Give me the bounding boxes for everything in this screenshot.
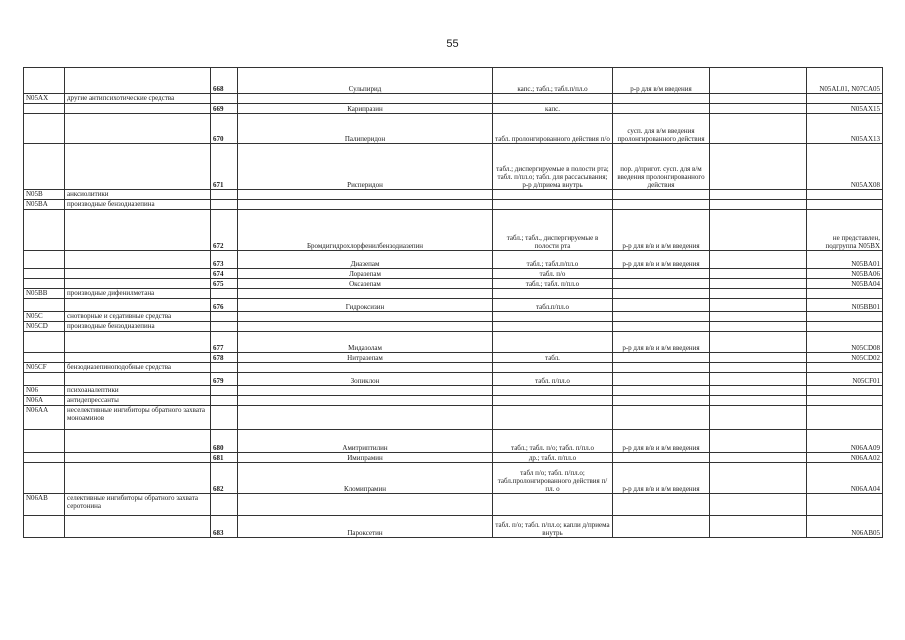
injection-form [613,322,710,332]
atc-code [807,322,883,332]
row-number [211,396,238,406]
dosage-form: табл. [493,353,613,363]
empty-cell [710,269,807,279]
table-row [24,279,883,289]
drug-name: Бромдигидрохлорфенилбензодиазепин [238,210,493,251]
group-name [65,104,211,114]
table-row [24,363,883,373]
atc-code: N05AX15 [807,104,883,114]
empty-cell [710,494,807,516]
injection-form [613,200,710,210]
drug-name: Гидроксизин [238,299,493,312]
drug-name: Имипрамин [238,453,493,463]
atc-group-code [24,299,65,312]
group-name [65,269,211,279]
atc-code [807,200,883,210]
atc-code [807,406,883,430]
table-row [24,190,883,200]
row-number: 677 [211,332,238,353]
drug-name [238,396,493,406]
atc-group-code: N05CD [24,322,65,332]
dosage-form: табл.; диспергируемые в полости рта; табл. п/пл.о; табл. для рассасывания; р-р д/приема внутрь [493,144,613,190]
injection-form: пор. д/пригот. сусп. для в/м введения пролонгированного действия [613,144,710,190]
drug-name: Кломипрамин [238,463,493,494]
empty-cell [710,396,807,406]
drug-name: Карипразин [238,104,493,114]
atc-group-code: N05C [24,312,65,322]
injection-form: сусп. для в/м введения пролонгированного действия [613,114,710,144]
table-row [24,516,883,538]
injection-form: р-р для в/м введения [613,68,710,94]
table-row [24,200,883,210]
atc-code: N06AA04 [807,463,883,494]
drug-name [238,200,493,210]
group-name [65,453,211,463]
atc-code: N06AB05 [807,516,883,538]
row-number: 676 [211,299,238,312]
injection-form [613,494,710,516]
row-number: 672 [211,210,238,251]
group-name: бензодиазепиноподобные средства [65,363,211,373]
table-row [24,430,883,453]
atc-code: N05AX08 [807,144,883,190]
drug-name [238,190,493,200]
injection-form [613,386,710,396]
atc-group-code [24,353,65,363]
injection-form: р-р для в/в и в/м введения [613,430,710,453]
injection-form [613,312,710,322]
table-row [24,463,883,494]
drug-name [238,312,493,322]
atc-code [807,494,883,516]
table-row [24,144,883,190]
dosage-form [493,363,613,373]
atc-group-code [24,269,65,279]
drug-name [238,494,493,516]
atc-group-code: N06A [24,396,65,406]
empty-cell [710,322,807,332]
injection-form [613,269,710,279]
atc-code: N05BA01 [807,251,883,269]
group-name [65,516,211,538]
injection-form: р-р для в/в и в/м введения [613,251,710,269]
row-number: 675 [211,279,238,289]
row-number: 669 [211,104,238,114]
dosage-form [493,200,613,210]
table-row [24,251,883,269]
dosage-form: табл. п/пл.о [493,373,613,386]
atc-code: не представлен, подгруппа N05BX [807,210,883,251]
atc-code: N05BA04 [807,279,883,289]
group-name: неселективные ингибиторы обратного захвата моноаминов [65,406,211,430]
empty-cell [710,332,807,353]
empty-cell [710,68,807,94]
dosage-form: табл. пролонгированного действия п/о [493,114,613,144]
group-name [65,210,211,251]
row-number [211,494,238,516]
empty-cell [710,430,807,453]
dosage-form [493,386,613,396]
row-number: 673 [211,251,238,269]
injection-form [613,94,710,104]
empty-cell [710,251,807,269]
table-row [24,386,883,396]
injection-form [613,299,710,312]
row-number: 683 [211,516,238,538]
group-name: производные дифенилметана [65,289,211,299]
dosage-form: табл п/о; табл. п/пл.о; табл.пролонгированного действия п/пл. о [493,463,613,494]
group-name: другие антипсихотические средства [65,94,211,104]
drug-name: Мидазолам [238,332,493,353]
group-name: снотворные и седативные средства [65,312,211,322]
injection-form [613,289,710,299]
empty-cell [710,289,807,299]
injection-form [613,353,710,363]
injection-form [613,279,710,289]
table-row [24,210,883,251]
atc-group-code [24,144,65,190]
atc-code: N06AA02 [807,453,883,463]
dosage-form [493,494,613,516]
table-row [24,353,883,363]
table-row [24,312,883,322]
row-number: 671 [211,144,238,190]
empty-cell [710,200,807,210]
empty-cell [710,299,807,312]
row-number [211,406,238,430]
row-number: 679 [211,373,238,386]
dosage-form: табл.п/пл.о [493,299,613,312]
dosage-form: табл.; табл.п/пл.о [493,251,613,269]
drug-name [238,363,493,373]
dosage-form [493,332,613,353]
table-row [24,269,883,279]
table-row [24,104,883,114]
atc-group-code [24,210,65,251]
dosage-form: табл.; табл., диспергируемые в полости рта [493,210,613,251]
dosage-form: табл. п/о; табл. п/пл.о; капли д/приема внутрь [493,516,613,538]
drug-name [238,94,493,104]
table-row [24,373,883,386]
dosage-form [493,190,613,200]
row-number: 668 [211,68,238,94]
atc-code: N05CD02 [807,353,883,363]
atc-group-code: N05BA [24,200,65,210]
row-number [211,289,238,299]
row-number: 678 [211,353,238,363]
drug-name [238,289,493,299]
group-name: психоаналептики [65,386,211,396]
group-name [65,279,211,289]
row-number [211,190,238,200]
empty-cell [710,94,807,104]
group-name: производные бензодиазепина [65,322,211,332]
row-number: 681 [211,453,238,463]
group-name: антидепрессанты [65,396,211,406]
injection-form: р-р для в/в и в/м введения [613,210,710,251]
atc-group-code: N05BB [24,289,65,299]
atc-code: N05BB01 [807,299,883,312]
row-number [211,94,238,104]
drug-name [238,406,493,430]
table-body [24,68,883,538]
dosage-form [493,406,613,430]
group-name [65,463,211,494]
dosage-form [493,396,613,406]
atc-group-code [24,251,65,269]
injection-form [613,363,710,373]
drug-name: Рисперидон [238,144,493,190]
drug-name: Лоразепам [238,269,493,279]
table-row [24,299,883,312]
empty-cell [710,353,807,363]
injection-form [613,104,710,114]
injection-form: р-р для в/в и в/м введения [613,463,710,494]
dosage-form: др.; табл. п/пл.о [493,453,613,463]
atc-group-code [24,279,65,289]
atc-code: N06AA09 [807,430,883,453]
table-row [24,453,883,463]
atc-code: N05CD08 [807,332,883,353]
group-name [65,430,211,453]
empty-cell [710,463,807,494]
table-row [24,396,883,406]
drug-name: Зопиклон [238,373,493,386]
dosage-form: табл.; табл. п/о; табл. п/пл.о [493,430,613,453]
atc-code: N05AL01, N07CA05 [807,68,883,94]
dosage-form: табл. п/о [493,269,613,279]
atc-group-code: N05B [24,190,65,200]
row-number [211,386,238,396]
empty-cell [710,104,807,114]
empty-cell [710,516,807,538]
dosage-form: капс.; табл.; табл.п/пл.о [493,68,613,94]
atc-group-code [24,453,65,463]
group-name [65,144,211,190]
row-number: 670 [211,114,238,144]
atc-group-code: N06AA [24,406,65,430]
empty-cell [710,279,807,289]
empty-cell [710,373,807,386]
row-number [211,363,238,373]
atc-code [807,386,883,396]
row-number: 674 [211,269,238,279]
atc-code: N05AX13 [807,114,883,144]
atc-code [807,396,883,406]
drug-name: Палиперидон [238,114,493,144]
table-row [24,322,883,332]
table-row [24,289,883,299]
atc-group-code [24,332,65,353]
injection-form [613,516,710,538]
table-row [24,114,883,144]
group-name [65,332,211,353]
injection-form: р-р для в/в и в/м введения [613,332,710,353]
empty-cell [710,386,807,396]
atc-code [807,94,883,104]
table-row [24,332,883,353]
group-name [65,299,211,312]
atc-group-code [24,114,65,144]
empty-cell [710,453,807,463]
group-name [65,114,211,144]
row-number: 680 [211,430,238,453]
row-number: 682 [211,463,238,494]
empty-cell [710,210,807,251]
drug-name: Диазепам [238,251,493,269]
group-name [65,68,211,94]
atc-group-code: N06 [24,386,65,396]
atc-code [807,363,883,373]
table-row [24,94,883,104]
atc-group-code [24,104,65,114]
table-row [24,406,883,430]
injection-form [613,406,710,430]
row-number [211,312,238,322]
drug-name: Пароксетин [238,516,493,538]
atc-group-code [24,430,65,453]
group-name [65,373,211,386]
atc-group-code [24,68,65,94]
atc-group-code: N06AB [24,494,65,516]
dosage-form [493,312,613,322]
empty-cell [710,363,807,373]
row-number [211,322,238,332]
drug-name: Амитриптилин [238,430,493,453]
atc-group-code [24,516,65,538]
atc-code: N05BA06 [807,269,883,279]
row-number [211,200,238,210]
injection-form [613,396,710,406]
dosage-form: капс. [493,104,613,114]
empty-cell [710,406,807,430]
atc-group-code [24,463,65,494]
drug-name: Сульпирид [238,68,493,94]
group-name: анксиолитики [65,190,211,200]
injection-form [613,190,710,200]
injection-form [613,453,710,463]
empty-cell [710,312,807,322]
group-name: производные бензодиазепина [65,200,211,210]
dosage-form [493,322,613,332]
empty-cell [710,190,807,200]
page-number: 55 [446,38,459,50]
table-row [24,494,883,516]
dosage-form [493,289,613,299]
atc-group-code [24,373,65,386]
drug-table [23,67,883,538]
empty-cell [710,114,807,144]
atc-group-code: N05CF [24,363,65,373]
group-name: селективные ингибиторы обратного захвата серотонина [65,494,211,516]
empty-cell [710,144,807,190]
atc-code [807,190,883,200]
group-name [65,353,211,363]
atc-code [807,312,883,322]
drug-name [238,322,493,332]
atc-group-code: N05AX [24,94,65,104]
table-row [24,68,883,94]
drug-name [238,386,493,396]
group-name [65,251,211,269]
atc-code [807,289,883,299]
drug-name: Оксазепам [238,279,493,289]
drug-name: Нитразепам [238,353,493,363]
dosage-form: табл.; табл. п/пл.о [493,279,613,289]
atc-code: N05CF01 [807,373,883,386]
dosage-form [493,94,613,104]
injection-form [613,373,710,386]
